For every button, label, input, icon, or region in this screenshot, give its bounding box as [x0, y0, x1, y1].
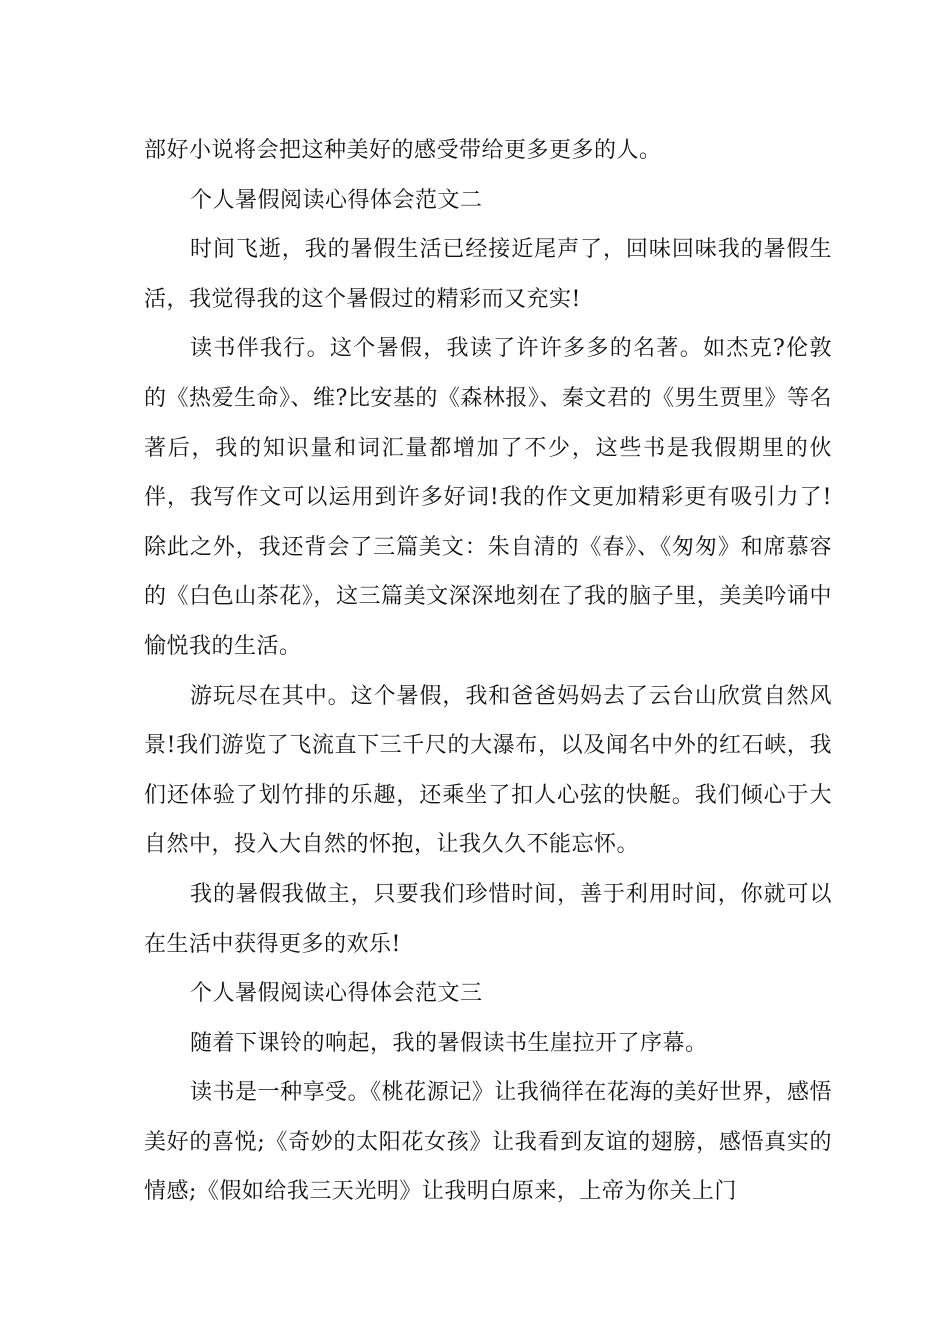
section-heading-essay-two: 个人暑假阅读心得体会范文二: [190, 187, 483, 213]
paragraph: 随着下课铃的响起，我的暑假读书生崖拉开了序幕。: [190, 1030, 708, 1056]
paragraph: 时间飞逝，我的暑假生活已经接近尾声了，回味回味我的暑假生活，我觉得我的这个暑假过的精彩而又充实!: [144, 237, 832, 312]
document-body: [144, 126, 832, 1217]
paragraph: 游玩尽在其中。这个暑假，我和爸爸妈妈去了云台山欣赏自然风景!我们游览了飞流直下三千尺的大瀑布，以及闻名中外的红石峡，我们还体验了划竹排的乐趣，还乘坐了扣人心弦的快艇。我们倾心于大自然中，投入大自然的怀抱，让我久久不能忘怀。: [144, 683, 832, 858]
paragraph: 读书伴我行。这个暑假，我读了许许多多的名著。如杰克?伦敦的《热爱生命》、维?比安基的《森林报》、秦文君的《男生贾里》等名著后，我的知识量和词汇量都增加了不少，这些书是我假期里的伙伴，我写作文可以运用到许多好词!我的作文更加精彩更有吸引力了!除此之外，我还背会了三篇美文：朱自清的《春》、《匆匆》和席慕容的《白色山茶花》，这三篇美文深深地刻在了我的脑子里，美美吟诵中愉悦我的生活。: [144, 336, 832, 659]
paragraph: 我的暑假我做主，只要我们珍惜时间，善于利用时间，你就可以在生活中获得更多的欢乐!: [144, 881, 832, 957]
paragraph: 读书是一种享受。《桃花源记》让我徜徉在花海的美好世界，感悟美好的喜悦;《奇妙的太阳花女孩》让我看到友谊的翅膀，感悟真实的情感;《假如给我三天光明》让我明白原来，上帝为你关上门: [144, 1080, 832, 1205]
paragraph-continuation: 部好小说将会把这种美好的感受带给更多更多的人。: [144, 138, 662, 163]
section-heading-essay-three: 个人暑假阅读心得体会范文三: [190, 981, 483, 1007]
